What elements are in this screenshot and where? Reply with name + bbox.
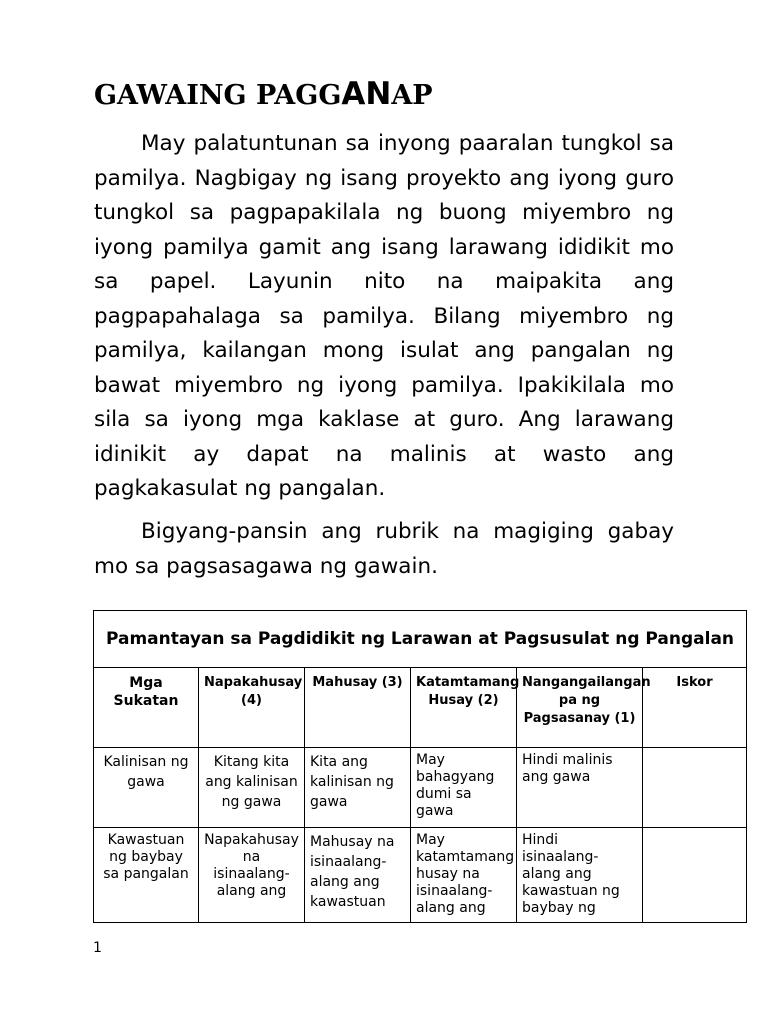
table-header-row bbox=[94, 668, 747, 748]
table-cell: Kita ang kalinisan ng gawa bbox=[305, 748, 411, 828]
column-header: Nangangailangan pa ng Pagsasanay (1) bbox=[517, 668, 643, 748]
table-cell bbox=[643, 748, 747, 828]
column-header: Mahusay (3) bbox=[305, 668, 411, 748]
table-row bbox=[94, 748, 747, 828]
column-header: Mga Sukatan bbox=[94, 668, 199, 748]
table-cell: Kalinisan ng gawa bbox=[94, 748, 199, 828]
column-header: Iskor bbox=[643, 668, 747, 748]
rubric-note-paragraph: Bigyang-pansin ang rubrik na magiging gabay mo sa pagsasagawa ng gawain. bbox=[94, 519, 674, 579]
instruction-paragraph: May palatuntunan sa inyong paaralan tungkol sa pamilya. Nagbigay ng isang proyekto ang iyong guro tungkol sa pagpapakilala ng buong miyembro ng iyong pamilya gamit ang isang larawang ididikit mo sa papel. Layunin nito na maipakita ang pagpapahalaga sa pamilya. Bilang miyembro ng pamilya, kailangan mong isulat ang pangalan ng bawat miyembro ng iyong pamilya. Ipakikilala mo sila sa iyong mga kaklase at guro. Ang larawang idinikit ay dapat na malinis at wasto ang pagkakasulat ng pangalan. bbox=[94, 131, 674, 501]
table-caption: Pamantayan sa Pagdidikit ng Larawan at Pagsusulat ng Pangalan bbox=[94, 611, 747, 668]
table-cell: May katamtamang husay na isinaalang-alang ang bbox=[411, 828, 517, 923]
column-header: Katamtamang Husay (2) bbox=[411, 668, 517, 748]
page-number: 1 bbox=[93, 940, 102, 956]
rubric-table bbox=[93, 610, 747, 923]
column-header: Napakahusay (4) bbox=[199, 668, 305, 748]
table-cell: Mahusay na isinaalang-alang ang kawastuan bbox=[305, 828, 411, 923]
title-part-2: AN bbox=[341, 76, 392, 112]
table-cell bbox=[643, 828, 747, 923]
table-caption-row bbox=[94, 611, 747, 668]
page-title bbox=[94, 74, 433, 116]
table-cell: Kitang kita ang kalinisan ng gawa bbox=[199, 748, 305, 828]
table-cell: May bahagyang dumi sa gawa bbox=[411, 748, 517, 828]
title-part-3: AP bbox=[391, 80, 433, 111]
table-cell: Hindi malinis ang gawa bbox=[517, 748, 643, 828]
table-row bbox=[94, 828, 747, 923]
table-cell: Napakahusay na isinaalang-alang ang bbox=[199, 828, 305, 923]
title-part-1: GAWAING PAGG bbox=[94, 80, 342, 111]
table-cell: Kawastuan ng baybay sa pangalan bbox=[94, 828, 199, 923]
table-cell: Hindi isinaalang-alang ang kawastuan ng baybay ng bbox=[517, 828, 643, 923]
